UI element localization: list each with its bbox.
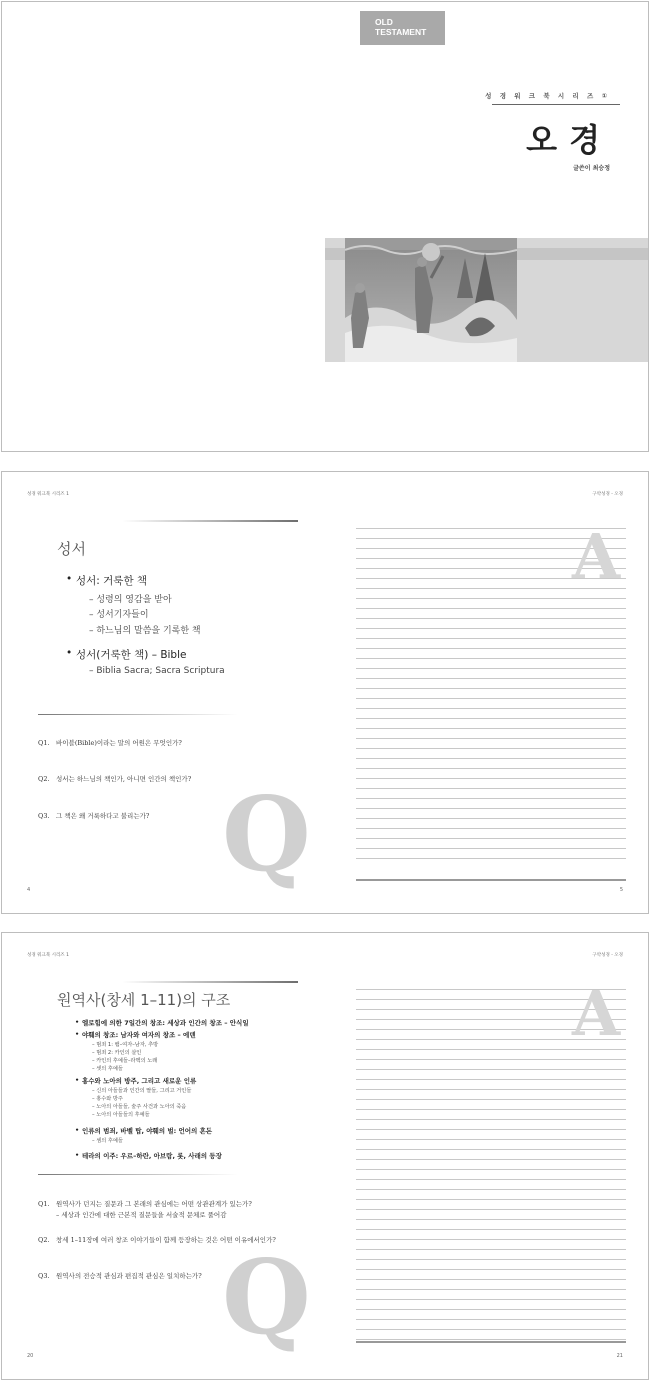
- sub-item: – 성령의 영감을 받아: [89, 595, 172, 605]
- old-testament-tab: [360, 11, 445, 45]
- question-number: Q2.: [38, 775, 50, 783]
- bullet-item: • 인류의 범죄, 바벨 탑, 야훼의 벌: 언어의 혼돈: [82, 1126, 212, 1135]
- running-header-left: 성경 워크북 시리즈 1: [27, 492, 69, 497]
- question-3: [38, 1271, 202, 1280]
- book-title: 오경: [526, 121, 612, 159]
- sub-item: – 셈의 후예들: [92, 1138, 123, 1144]
- sub-item: – 노아의 아들들의 후예들: [92, 1112, 150, 1118]
- bullet-item: • 야훼의 창조: 남자와 여자의 창조 – 에덴: [82, 1030, 196, 1039]
- bullet-item: • 테라의 이주: 우르–하란, 아브람, 롯, 사래의 등장: [82, 1151, 222, 1160]
- q-watermark: Q: [222, 1238, 311, 1358]
- sub-item: – Biblia Sacra; Sacra Scriptura: [89, 666, 225, 676]
- sub-item: – 범죄 1: 뱀–여자–남자, 추방: [92, 1042, 159, 1048]
- page-number-right: 5: [619, 887, 623, 893]
- section-title: 성서: [57, 540, 86, 558]
- sub-item: – 범죄 2: 카인의 살인: [92, 1050, 142, 1056]
- question-text: 성서는 하느님의 책인가, 아니면 인간의 책인가?: [56, 775, 192, 783]
- cover-painting: [345, 238, 517, 362]
- running-header-left: 성경 워크북 시리즈 1: [27, 953, 69, 958]
- series-divider: [492, 104, 620, 105]
- question-rule: [38, 1174, 238, 1175]
- q-watermark: Q: [222, 775, 311, 895]
- page-number-right: 21: [616, 1353, 623, 1359]
- bullet-item: • 성서: 거룩한 책: [76, 573, 147, 588]
- sub-item: – 노아의 아들들, 술주 사건과 노아의 죽음: [92, 1104, 187, 1110]
- note-lines-bottom-rule: [356, 1341, 626, 1343]
- sub-item: – 홍수와 방주: [92, 1096, 123, 1102]
- question-2: [38, 774, 191, 783]
- running-header-right: 구약성경 - 오경: [592, 953, 623, 958]
- page-number-left: 20: [27, 1353, 34, 1359]
- question-number: Q1.: [38, 739, 50, 747]
- bullet-item: • 엘로힘에 의한 7일간의 창조: 세상과 인간의 창조 – 안식일: [82, 1018, 249, 1027]
- question-1: [38, 738, 182, 747]
- a-watermark: A: [572, 977, 621, 1050]
- series-label: 성 경 워 크 북 시 리 즈 ①: [485, 92, 610, 100]
- question-number: Q2.: [38, 1236, 50, 1244]
- running-header-right: 구약성경 - 오경: [592, 492, 623, 497]
- bullet-item: • 성서(거룩한 책) – Bible: [76, 647, 186, 662]
- question-number: Q3.: [38, 1272, 50, 1280]
- tab-line-2: TESTAMENT: [375, 27, 427, 37]
- question-3: [38, 811, 149, 820]
- question-text: 창세 1–11장에 여러 창조 이야기들이 함께 등장하는 것은 어떤 이유에서인가?: [56, 1236, 276, 1244]
- section-title: 원역사(창세 1–11)의 구조: [57, 991, 231, 1009]
- question-1: [38, 1199, 252, 1208]
- question-number: Q1.: [38, 1200, 50, 1208]
- page-number-left: 4: [27, 887, 31, 893]
- sub-item: – 카인의 후예들–라멕의 노래: [92, 1058, 158, 1064]
- question-text: 원역사가 던지는 질문과 그 본래의 관심에는 어떤 상관관계가 있는가?: [56, 1200, 252, 1208]
- cover-page: [1, 1, 649, 452]
- spread-1: [1, 471, 649, 914]
- question-rule: [38, 714, 238, 715]
- note-lines-bottom-rule: [356, 879, 626, 881]
- sub-item: – 셋의 후예들: [92, 1066, 123, 1072]
- title-rule: [122, 981, 298, 983]
- question-1-note: – 세상과 인간에 대한 근본적 질문들을 서술적 문체로 풀어감: [56, 1211, 227, 1219]
- tab-line-1: OLD: [375, 17, 393, 27]
- sub-item: – 하느님의 말씀을 기록한 책: [89, 626, 201, 636]
- spread-2: [1, 932, 649, 1380]
- bullet-item: • 홍수와 노아의 방주, 그리고 새로운 인류: [82, 1076, 196, 1085]
- a-watermark: A: [572, 520, 621, 593]
- question-text: 원역사의 전승적 관심과 편집적 관심은 일치하는가?: [56, 1272, 202, 1280]
- title-rule: [122, 520, 298, 522]
- question-number: Q3.: [38, 812, 50, 820]
- question-text: 그 책은 왜 거룩하다고 불리는가?: [56, 812, 150, 820]
- author-line: 글쓴이 최승정: [573, 165, 610, 172]
- sub-item: – 성서기자들이: [89, 610, 149, 620]
- sub-item: – 신의 아들들과 인간의 딸들, 그리고 거인들: [92, 1088, 192, 1094]
- question-text: 바이블(Bible)이라는 말의 어원은 무엇인가?: [56, 739, 182, 747]
